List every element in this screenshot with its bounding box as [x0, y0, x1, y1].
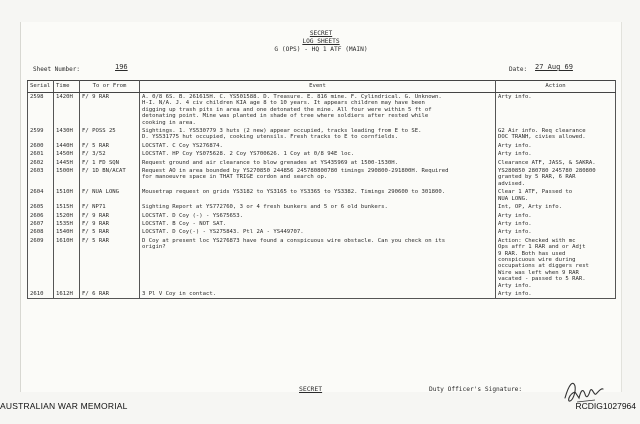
cell-serial: 2609 [28, 237, 54, 290]
cell-event: LOCSTAT. C Coy YS276874. [140, 142, 496, 150]
cell-serial: 2602 [28, 159, 54, 167]
cell-event: LOCSTAT. D Coy(-) - YS275843. Ptl 2A - YS449707. [140, 228, 496, 236]
sheet-number-label: Sheet Number: [33, 66, 80, 73]
cell-to-or-from: F/ 5 RAR [80, 237, 140, 290]
archive-credit: AUSTRALIAN WAR MEMORIAL [0, 401, 128, 411]
table-row [28, 93, 616, 128]
table-row [28, 127, 616, 142]
sheet-number-value: 196 [115, 63, 128, 71]
cell-serial: 2598 [28, 93, 54, 128]
cell-event: Mousetrap request on grids YS3182 to YS3165 to YS3365 to YS3382. Timings 290600 to 301800. [140, 188, 496, 203]
cell-action: Arty info. [496, 290, 616, 299]
cell-action: Arty info. [496, 220, 616, 228]
duty-officer-signature-label: Duty Officer's Signature: [429, 386, 523, 393]
cell-action: Arty info. [496, 228, 616, 236]
cell-action: Arty info. [496, 212, 616, 220]
table-row [28, 203, 616, 211]
document-title: LOG SHEETS [302, 38, 340, 45]
cell-serial: 2607 [28, 220, 54, 228]
cell-to-or-from: F/ 1 FD SQN [80, 159, 140, 167]
cell-serial: 2605 [28, 203, 54, 211]
cell-to-or-from: F/ 1D BN/ACAT [80, 167, 140, 188]
cell-serial: 2603 [28, 167, 54, 188]
table-row [28, 188, 616, 203]
cell-to-or-from: F/ 5 RAR [80, 142, 140, 150]
cell-event: D Coy at present loc YS276873 have found a conspicuous wire obstacle. Can you check on its origin? [140, 237, 496, 290]
cell-to-or-from: F/ 9 RAR [80, 93, 140, 128]
cell-to-or-from: F/ 6 RAR [80, 290, 140, 299]
date-label: Date: [509, 66, 528, 73]
table-row [28, 167, 616, 188]
table-row [28, 237, 616, 290]
table-row [28, 212, 616, 220]
footer-classification: SECRET [299, 385, 323, 393]
archive-reference-id: RCDIG1027964 [575, 401, 636, 411]
log-sheet [20, 22, 622, 392]
table-row [28, 159, 616, 167]
cell-event: Request AO in area bounded by YS270850 244856 245780800780 timings 290800-291800H. Required for manoeuvre space in THAT TRIGE cordon and search op. [140, 167, 496, 188]
log-table [27, 80, 616, 299]
cell-to-or-from: F/ 5 RAR [80, 228, 140, 236]
cell-serial: 2600 [28, 142, 54, 150]
cell-action: Int, OP, Arty info. [496, 203, 616, 211]
column-header-action: Action [496, 81, 616, 93]
cell-to-or-from: F/ POSS 25 [80, 127, 140, 142]
cell-action: Clearance ATF, JASS, & SAKRA. [496, 159, 616, 167]
cell-serial: 2601 [28, 150, 54, 158]
cell-time: 1420H [54, 93, 80, 128]
cell-to-or-from: F/ NP71 [80, 203, 140, 211]
cell-time: 1500H [54, 167, 80, 188]
cell-serial: 2599 [28, 127, 54, 142]
cell-event: LOCSTAT. D Coy (-) - YS675653. [140, 212, 496, 220]
table-row [28, 220, 616, 228]
cell-serial: 2610 [28, 290, 54, 299]
cell-event: Sightings. 1. YS530779 3 huts (2 new) appear occupied, tracks leading from E to SE. D. YS531775 hut occupied, cooking utensils. Fresh tracks to E to cornfields. [140, 127, 496, 142]
cell-to-or-from: F/ 3/52 [80, 150, 140, 158]
table-row [28, 290, 616, 299]
cell-action: Arty info. [496, 142, 616, 150]
cell-event: 3 Pl V Coy in contact. [140, 290, 496, 299]
cell-action: Action: Checked with mc Ops affr 1 RAR and or Adjt 9 RAR. Both has used conspicuous wire during occupations at diggers rest Wire was left when 9 RAR vacated - passed to 5 RAR. Arty info. [496, 237, 616, 290]
cell-time: 1520H [54, 212, 80, 220]
cell-time: 1540H [54, 228, 80, 236]
cell-serial: 2606 [28, 212, 54, 220]
classification-header: SECRET [309, 30, 333, 37]
cell-time: 1535H [54, 220, 80, 228]
cell-time: 1510H [54, 188, 80, 203]
column-header-to-or-from: To or From [80, 81, 140, 93]
cell-action: YS280850 280780 245780 280800 granted by 5 RAR, 6 RAR advised. [496, 167, 616, 188]
cell-serial: 2608 [28, 228, 54, 236]
table-row [28, 150, 616, 158]
cell-event: Sighting Report at YS772760, 3 or 4 fresh bunkers and 5 or 6 old bunkers. [140, 203, 496, 211]
cell-time: 1515H [54, 203, 80, 211]
cell-time: 1450H [54, 150, 80, 158]
cell-action: G2 Air info. Req clearance DOC TRANH, civies allowed. [496, 127, 616, 142]
column-header-event: Event [140, 81, 496, 93]
unit-heading: G (OPS) - HQ 1 ATF (MAIN) [274, 46, 368, 53]
cell-event: LOCSTAT. B Coy - NOT SAT. [140, 220, 496, 228]
table-row [28, 228, 616, 236]
cell-action: Arty info. [496, 93, 616, 128]
cell-to-or-from: F/ NUA LONG [80, 188, 140, 203]
cell-event: Request ground and air clearance to blow grenades at YS435969 at 1500-1530H. [140, 159, 496, 167]
cell-time: 1440H [54, 142, 80, 150]
cell-to-or-from: F/ 9 RAR [80, 220, 140, 228]
cell-event: LOCSTAT. HP Coy YS075628. 2 Coy YS700626. 1 Coy at 0/8 94E loc. [140, 150, 496, 158]
cell-event: A. 0/8 6S. B. 261615H. C. YS501588. D. Treasure. E. 816 mine. F. Cylindrical. G. Unknown. H-I. N/A. J. 4 civ children KIA age 8 to 10 years. It appears children may have been digging up trash pits in area and one detonated the mine. All four were within 5 ft of detonating point. Mine was planted in shade of tree where soldiers after rested while cooking in area. [140, 93, 496, 128]
cell-time: 1445H [54, 159, 80, 167]
cell-action: Arty info. [496, 150, 616, 158]
cell-time: 1610H [54, 237, 80, 290]
cell-time: 1612H [54, 290, 80, 299]
cell-action: Clear 1 ATF, Passed to NUA LONG. [496, 188, 616, 203]
cell-time: 1430H [54, 127, 80, 142]
table-row [28, 142, 616, 150]
cell-serial: 2604 [28, 188, 54, 203]
date-value: 27 Aug 69 [535, 63, 573, 71]
table-header-row [28, 81, 616, 93]
column-header-serial: Serial [28, 81, 54, 93]
column-header-time: Time [54, 81, 80, 93]
cell-to-or-from: F/ 9 RAR [80, 212, 140, 220]
